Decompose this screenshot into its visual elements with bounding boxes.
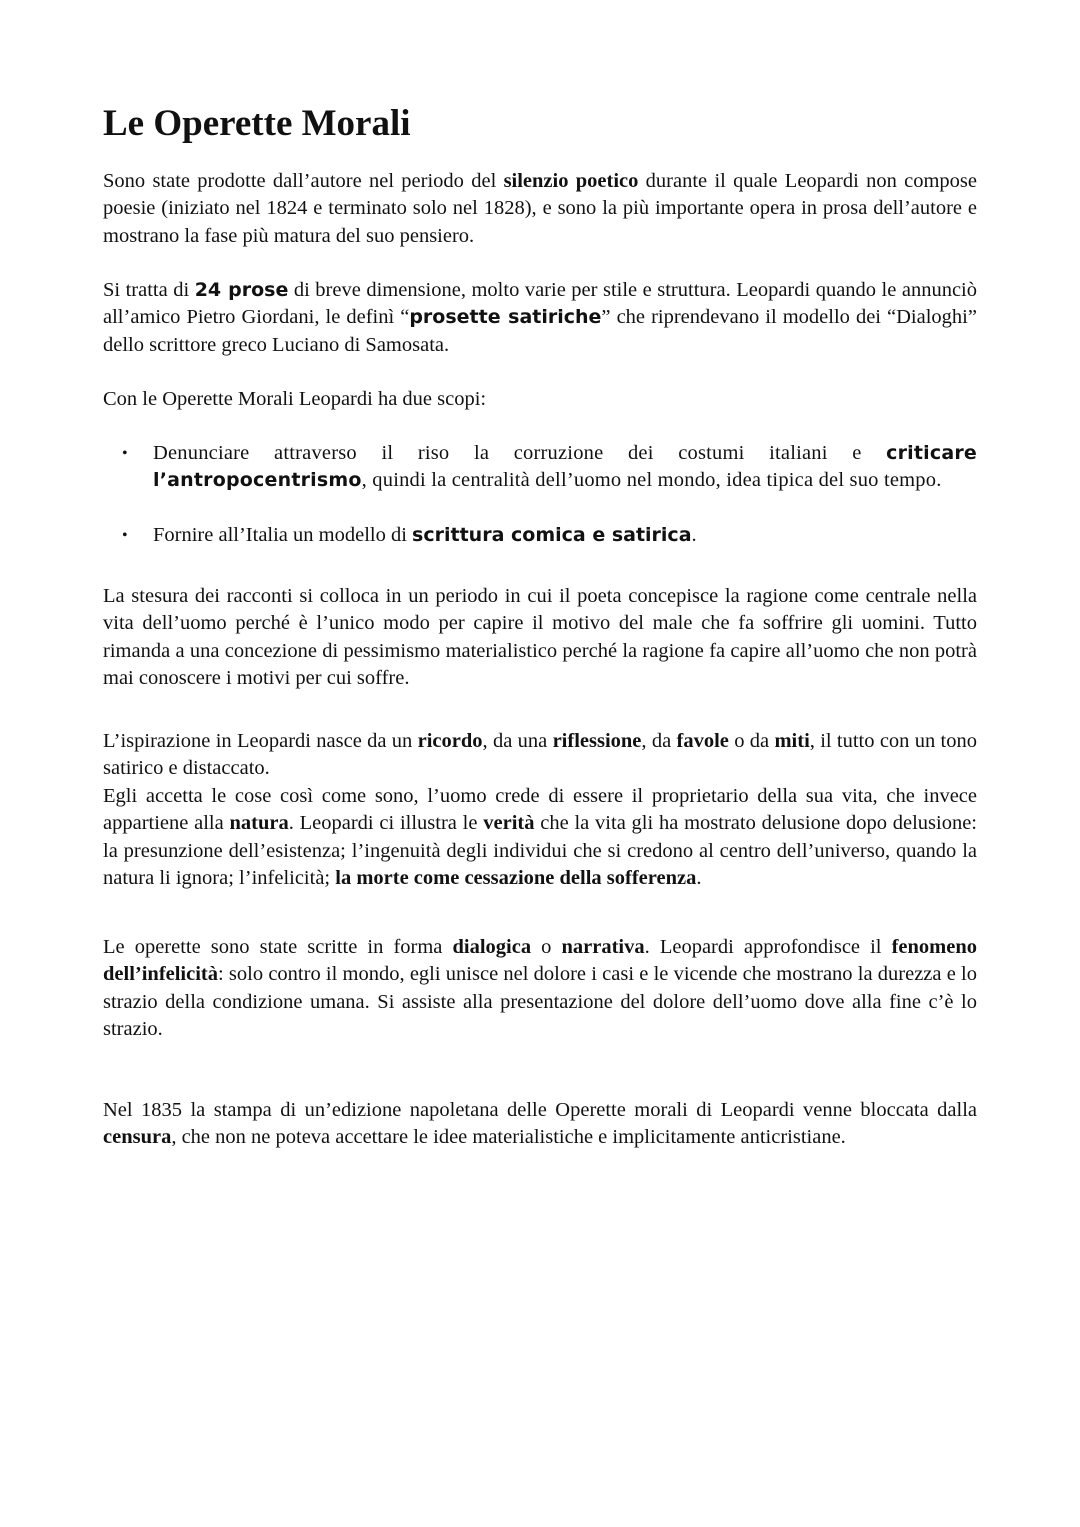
paragraph-natura (103, 783, 977, 893)
text-run: di breve dimensione, molto varie per stile e struttura. Leopardi quando le annunciò all’amico Pietro Giordani, le definì “ (103, 279, 977, 329)
bold-text: narrativa (561, 936, 645, 958)
text-run: . Leopardi approfondisce il (644, 936, 892, 958)
page-title: Le Operette Morali (103, 103, 411, 144)
paragraph-forma-dialogica (103, 934, 977, 1044)
bold-text: silenzio poetico (503, 170, 639, 192)
text-run: Si tratta di (103, 279, 195, 301)
text-run: Egli accetta le cose così come sono, l’uomo crede di essere il proprietario della sua vita, che invece appartiene alla (103, 785, 977, 835)
text-run: , che non ne poteva accettare le idee materialistiche e implicitamente anticristiane. (171, 1126, 846, 1149)
text-run: . (691, 524, 697, 546)
text-run: Fornire all’Italia un modello di (153, 524, 413, 546)
bold-text: scrittura comica e satirica (412, 524, 692, 546)
bold-text: riflessione (552, 730, 642, 752)
bold-text: ricordo (417, 730, 483, 752)
bold-text: censura (103, 1126, 172, 1149)
text-run: : solo contro il mondo, egli unisce nel dolore i casi e le vicende che mostrano la durezza e lo strazio della condizione umana. Si assiste alla presentazione del dolore dell’uomo dove alla fine c’è lo strazio. (103, 963, 977, 1041)
text-run: che la vita gli ha mostrato delusione dopo delusione: la presunzione dell’esistenza; l’ingenuità degli individui che si credono al centro dell’universo, quando la natura li ignora; l’infelicità; (103, 812, 977, 890)
text-run: , da una (482, 730, 553, 752)
text-run: o da (728, 730, 775, 752)
bold-text: prosette satiriche (409, 306, 602, 329)
bold-text: la morte come cessazione della sofferenza (335, 867, 697, 890)
bold-text: dialogica (452, 936, 532, 958)
text-run: Denunciare attraverso il riso la corruzione dei costumi italiani e (153, 442, 887, 464)
bold-text: fenomeno dell’infelicità (103, 936, 977, 986)
paragraph-stesura: La stesura dei racconti si colloca in un periodo in cui il poeta concepisce la ragione come centrale nella vita dell’uomo perché è l’unico modo per capire il motivo del male che fa soffrire gli uomini. Tutto rimanda a una concezione di pessimismo materialistico perché la ragione fa capire all’uomo che non potrà mai conoscere i motivi per cui soffre. (103, 585, 977, 690)
text-run: . Leopardi ci illustra le (288, 812, 484, 835)
bold-text: natura (229, 812, 289, 835)
text-run: Nel 1835 la stampa di un’edizione napoletana delle Operette morali di Leopardi venne bloccata dalla (103, 1099, 977, 1121)
text-run: , quindi la centralità dell’uomo nel mondo, idea tipica del suo tempo. (361, 469, 942, 492)
text-run: L’ispirazione in Leopardi nasce da un (103, 730, 418, 752)
bold-text: 24 prose (194, 279, 289, 301)
text-run: , da (641, 730, 677, 752)
paragraph-24-prose (103, 277, 977, 359)
text-run: . (696, 867, 702, 890)
paragraph-ispirazione (103, 728, 977, 783)
bold-text: verità (483, 812, 535, 835)
list-item-denunciare (122, 440, 977, 495)
bold-text: miti (774, 730, 810, 752)
text-run: durante il quale Leopardi non compose poesie (iniziato nel 1824 e terminato solo nel 1828), e sono la più importante opera in prosa dell’autore e mostrano la fase più matura del suo pensiero. (103, 170, 977, 247)
list-item-fornire (122, 522, 977, 549)
paragraph-censura (103, 1097, 977, 1152)
paragraph-silenzio-poetico (103, 168, 977, 250)
paragraph-scopi: Con le Operette Morali Leopardi ha due scopi: (103, 388, 487, 410)
text-run: Le operette sono state scritte in forma (103, 936, 453, 958)
text-run: Sono state prodotte dall’autore nel periodo del (103, 170, 504, 192)
text-run: , il tutto con un tono satirico e distaccato. (103, 730, 978, 780)
bold-text: favole (676, 730, 729, 752)
text-run: ” che riprendevano il modello dei “Dialoghi” dello scrittore greco Luciano di Samosata. (103, 306, 977, 356)
text-run: o (531, 936, 562, 958)
bullet-icon: • (122, 445, 128, 462)
bullet-icon: • (122, 527, 128, 544)
bold-text: criticare l’antropocentrismo (153, 442, 977, 492)
